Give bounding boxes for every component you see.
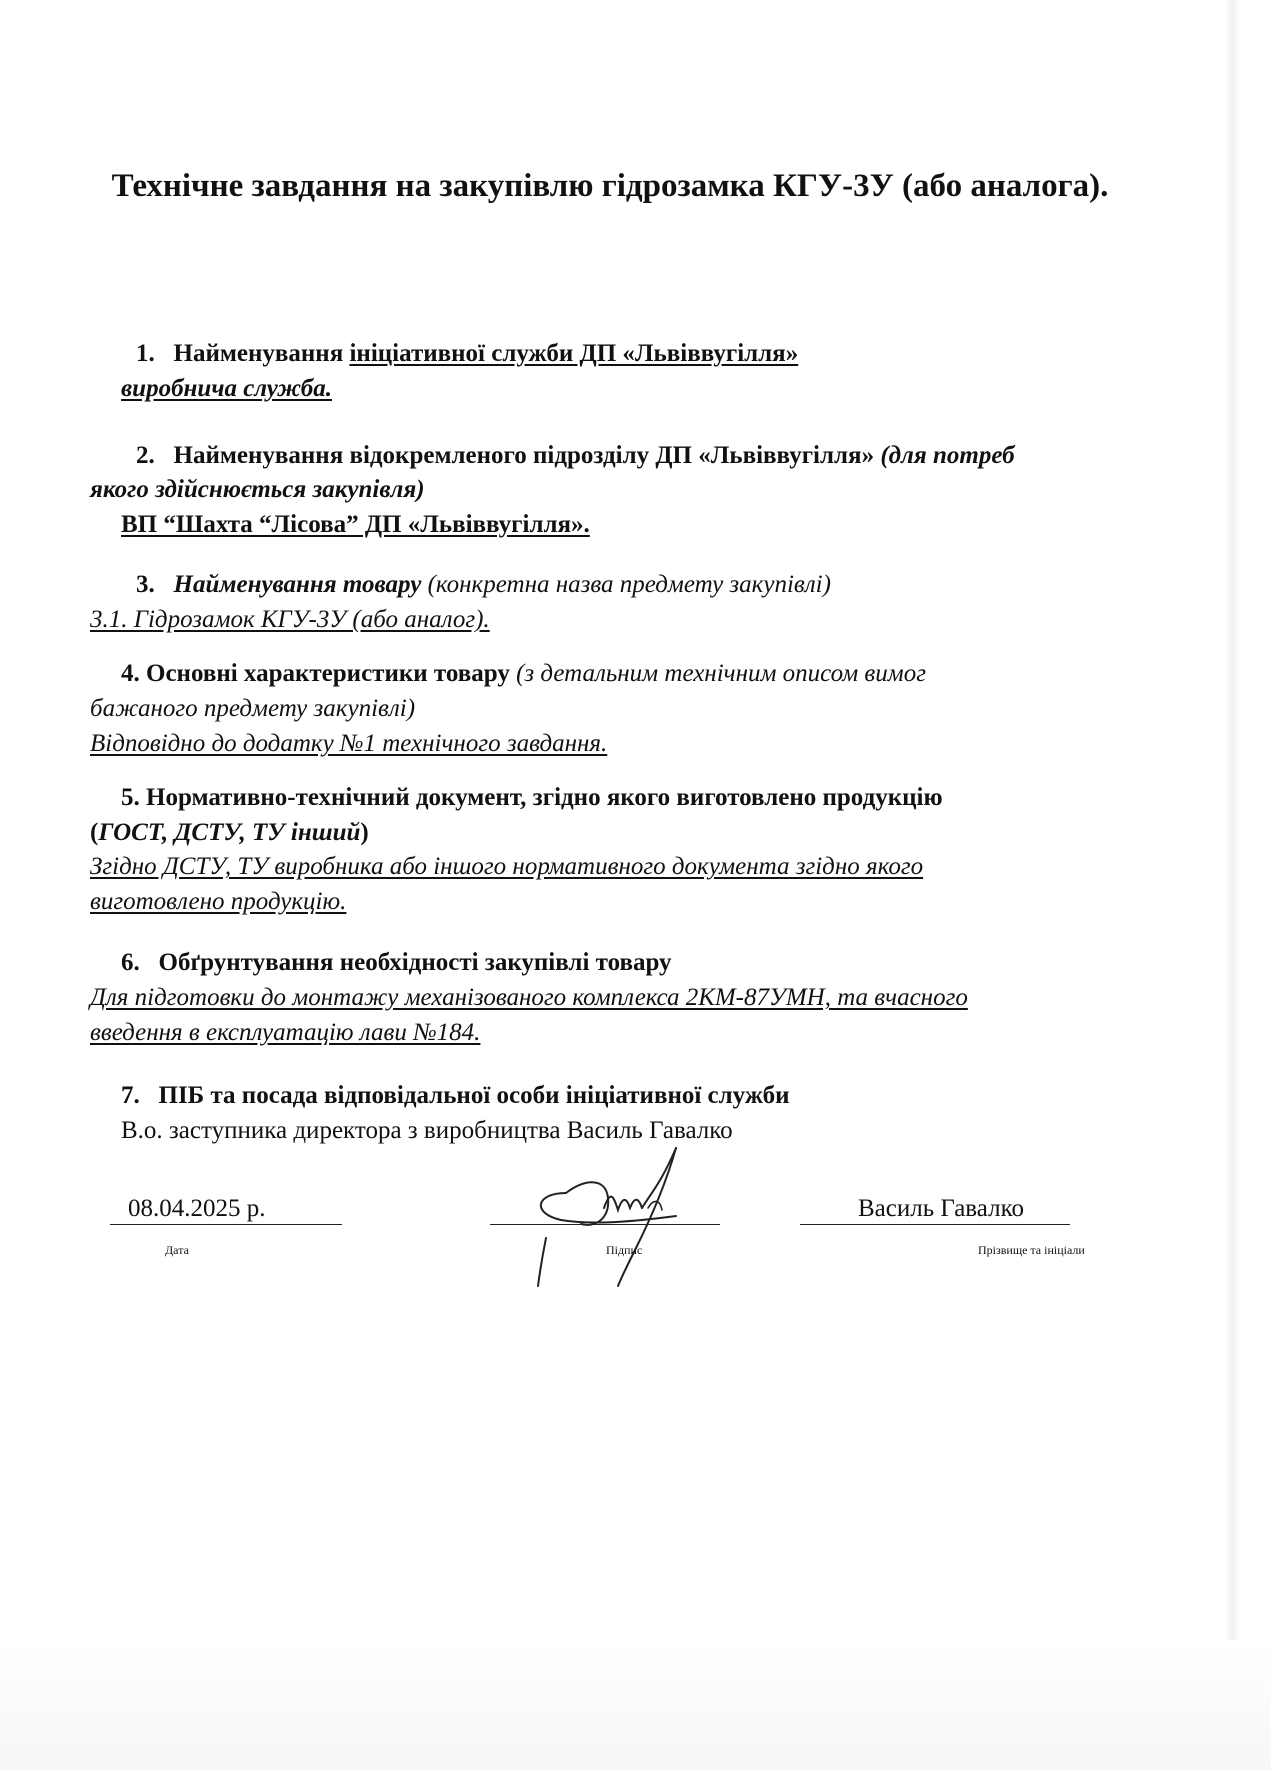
signature-date: 08.04.2025 р. — [128, 1195, 266, 1222]
item-4-heading — [121, 659, 926, 689]
item-6-value-line2: введення в експлуатацію лави №184. — [90, 1019, 481, 1046]
item-2-value: ВП “Шахта “Лісова” ДП «Львіввугілля». — [121, 511, 590, 538]
name-caption: Прізвище та ініціали — [978, 1243, 1085, 1257]
item-3-heading-text: Найменування товару — [173, 571, 422, 598]
item-5-standards-text: ГОСТ, ДСТУ, ТУ інший — [98, 819, 361, 846]
item-5-value-line1: Згідно ДСТУ, ТУ виробника або іншого нормативного документа згідно якого — [90, 853, 924, 880]
date-line — [110, 1224, 342, 1225]
item-5-heading: 5. Нормативно-технічний документ, згідно якого виготовлено продукцію — [121, 784, 943, 811]
item-2-note-line2: якого здійснюється закупівля) — [90, 476, 425, 503]
item-1-heading-underlined: ініціативної служби ДП «Львіввугілля» — [349, 340, 799, 367]
item-3-heading — [136, 570, 831, 600]
item-6-value-line1: Для підготовки до монтажу механізованого комплекса 2КМ-87УМН, та вчасного — [90, 984, 968, 1011]
item-3-value: 3.1. Гідрозамок КГУ-3У (або аналог). — [90, 606, 490, 633]
item-1-value: виробнича служба. — [121, 375, 332, 402]
scan-edge-shadow — [1225, 0, 1243, 1770]
signature-name: Василь Гавалко — [858, 1195, 1024, 1222]
item-5-standards — [90, 818, 369, 848]
item-7-value: В.о. заступника директора з виробництва Василь Гавалко — [121, 1117, 733, 1144]
item-4-value: Відповідно до додатку №1 технічного завдання. — [90, 730, 608, 757]
date-caption: Дата — [165, 1243, 189, 1257]
item-2-heading — [136, 441, 1015, 471]
item-2-heading-text: 2. Найменування відокремленого підрозділу ДП «Львіввугілля» — [136, 442, 875, 469]
item-1-heading — [136, 339, 798, 369]
item-4-note-line2: бажаного предмету закупівлі) — [90, 695, 416, 722]
item-4-heading-text: 4. Основні характеристики товару — [121, 660, 510, 687]
item-1-heading-prefix: 1. Найменування — [136, 340, 350, 367]
document-title: Технічне завдання на закупівлю гідрозамка КГУ-3У (або аналога). — [111, 168, 1109, 204]
name-line — [800, 1224, 1070, 1225]
signature-caption: Підпис — [606, 1243, 643, 1257]
item-5-value-line2: виготовлено продукцію. — [90, 888, 347, 915]
scan-bottom-shade — [0, 1640, 1271, 1770]
item-4-note-line1: (з детальним технічним описом вимог — [516, 660, 926, 687]
item-5-paren-open: ( — [90, 819, 99, 846]
item-3-note: (конкретна назва предмету закупівлі) — [427, 571, 831, 598]
item-6-heading: 6. Обґрунтування необхідності закупівлі товару — [121, 949, 672, 976]
item-3-number: 3. — [136, 571, 174, 598]
item-2-note-line1: (для потреб — [880, 442, 1015, 469]
item-5-paren-close: ) — [360, 819, 369, 846]
handwritten-signature-image — [526, 1138, 716, 1288]
item-7-heading: 7. ПІБ та посада відповідальної особи ініціативної служби — [121, 1082, 790, 1109]
